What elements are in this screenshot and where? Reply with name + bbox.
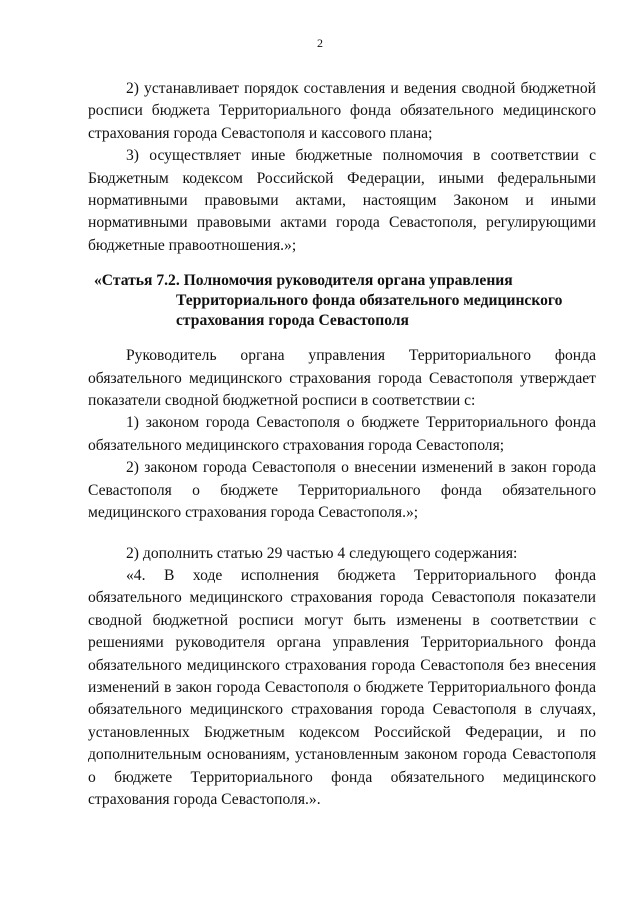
article-heading-line-2: Территориального фонда обязательного медицинского <box>176 292 563 310</box>
document-body <box>88 78 596 811</box>
article-heading-line-1: «Статья 7.2. Полномочия руководителя органа управления <box>94 272 513 290</box>
article-item-1: 1) законом города Севастополя о бюджете Территориального фонда обязательного медицинского страхования города Севастополя; <box>88 414 596 454</box>
article-heading-line-3: страхования города Севастополя <box>176 312 409 330</box>
amendment-paragraph: 2) дополнить статью 29 частью 4 следующего содержания: <box>126 544 518 562</box>
article-item-2: 2) законом города Севастополя о внесении изменений в закон города Севастополя о бюджете Территориального фонда обязательного медицинского страхования города Севастополя.»; <box>88 459 596 522</box>
paragraph-item-2: 2) устанавливает порядок составления и ведения сводной бюджетной росписи бюджета Территориального фонда обязательного медицинского страхования города Севастополя и кассового плана; <box>88 80 596 142</box>
article-heading <box>88 271 596 331</box>
page-number: 2 <box>317 36 323 50</box>
paragraph-item-3: 3) осуществляет иные бюджетные полномочия в соответствии с Бюджетным кодексом Российской Федерации, иными федеральными нормативными правовыми актами, настоящим Законом и иными нормативными правовыми актами города Севастополя, регулирующими бюджетные правоотношения.»; <box>88 147 596 254</box>
article-intro-paragraph: Руководитель органа управления Территориального фонда обязательного медицинского страхования города Севастополя утверждает показатели сводной бюджетной росписи в соответствии с: <box>88 347 596 410</box>
part-4-paragraph: «4. В ходе исполнения бюджета Территориального фонда обязательного медицинского страхования города Севастополя показатели сводной бюджетной росписи могут быть изменены в соответствии с решениями руководителя органа управления Территориального фонда обязательного медицинского страхования города Севастополя без внесения изменений в закон города Севастополя о бюджете Территориального фонда обязательного медицинского страхования города Севастополя в случаях, установленных Бюджетным кодексом Российской Федерации, и по дополнительным основаниям, установленным законом города Севастополя о бюджете Территориального фонда обязательного медицинского страхования города Севастополя.». <box>88 566 596 808</box>
